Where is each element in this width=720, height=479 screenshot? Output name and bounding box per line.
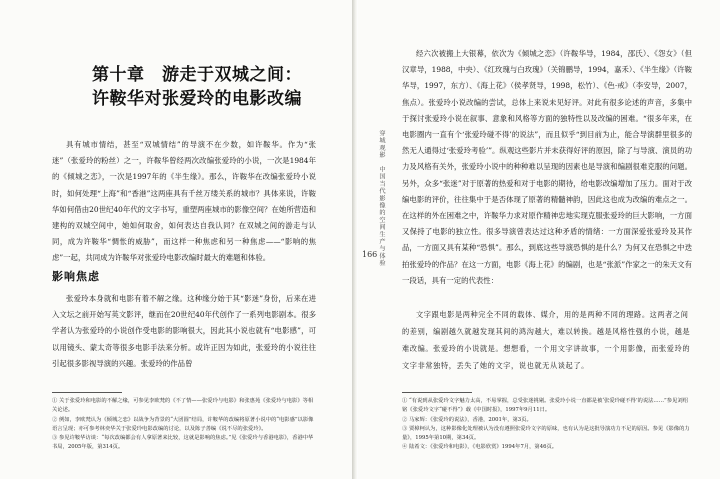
section-heading: 影响焦虑 — [52, 270, 100, 283]
intro-paragraph — [52, 137, 316, 267]
footnote: ② 马家辉：《张爱玲的说法》，香港，2001年，第3页。 — [402, 416, 532, 423]
section-paragraph — [52, 291, 316, 372]
footnote: ① 关于张爱玲和电影的不解之缘，可参见李欧梵的《不了情——张爱玲与电影》和张惠苑《张爱玲与电影》等相关论述。 — [52, 398, 314, 414]
block-quote-text: 文字跟电影是两种完全不同的载体、媒介，用的是两种不同的理路。这两者之间的差别，编剧越久就越发现其间的鸿沟越大，难以转换。越是风格性强的小说，越是难改编。张爱玲的小说就是。想想看，一个用文字讲故事，一个用影像，而张爱玲的文字非常独特，丢失了她的文字，说也就无从谈起了。 — [402, 310, 691, 370]
footnote: ② 例如，李欧梵认为《倾城之恋》以战争为背景的“大团圆”结局，许鞍华的改编将原著小说中的“电影感”以影像语言呈现；亦可参考林奕华关于张爱玲电影改编的讨论，以及陈子善编《说不尽的张爱玲》。 — [52, 416, 314, 432]
footnote-rule — [402, 392, 472, 393]
footnote: ③ 参见许鞍华访谈：“每次改编都会有人拿原著来比较，这就是影响的焦虑。”见《张爱玲与香港电影》，香港中华书局，2005年版，第314页。 — [52, 435, 314, 451]
intro-paragraph-text: 具有城市情结，甚至“双城情结”的导演不在少数，如许鞍华。作为“张迷”（张爱玲的粉丝）之一，许鞍华曾经两次改编张爱玲的小说，一次是1984年的《倾城之恋》，一次是1997年的《半生缘》。那么，许鞍华在改编张爱玲小说时，如何处理“上海”和“香港”这两座具有千丝万缕关系的城市？具体来说，许鞍华如何借由20世纪40年代的文字书写，重塑两座城市的影像空间？在她所营造和建构的双城空间中，她如何取舍，如何表达自我认同？在双城之间的游走与认同，成为许鞍华“惆怅的威胁”，而这样一种焦虑和另一种焦虑——“影响的焦虑”一起，共同成为许鞍华对张爱玲电影改编时最大的难题和体验。 — [52, 140, 316, 263]
block-quote — [402, 306, 692, 374]
footnote-rule — [52, 392, 122, 393]
footnote: ① “有说到从张爱玲文字魅力太高，不易掌握，总受张迷挑剔。张爱玲小说一直都是被‘张爱玲碰不得’的说法……”参见刘绍铭《张爱玲文字“碰不得”》载《中国时报》，1997年9月11日。 — [402, 398, 688, 414]
section-paragraph-text: 张爱玲本身就和电影有着不解之缘。这种缘分始于其“影迷”身份，后来在进入文坛之前开始写英文影评，继而在20世纪40年代创作了一系列电影剧本。很多学者认为张爱玲的小说创作受电影的影响很大，因此其小说也就有“电影感”，可以用镜头、蒙太奇等很多电影手法来分析。或许正因为如此，张爱玲的小说往往引起很多影视导演的兴趣。张爱玲的作品曾 — [52, 294, 316, 368]
body-paragraph — [402, 46, 692, 289]
footnotes — [402, 397, 692, 453]
left-page — [0, 0, 353, 479]
footnote: ③ 贾樟柯认为，这种影像化处理被认为没有遵照张爱玲文字的原味，也有认为是这批导演功力不足的原因。参见《影像的力量》，1995年第10期，第34页。 — [402, 425, 690, 442]
chapter-title: 第十章 游走于双城之间： — [92, 65, 302, 85]
right-page — [358, 0, 720, 479]
chapter-subtitle: 许鞍华对张爱玲的电影改编 — [92, 89, 302, 109]
footnotes — [52, 397, 316, 453]
page-number: 166 — [362, 250, 378, 259]
body-paragraph-text: 经六次被搬上大银幕，依次为《倾城之恋》（许鞍华导，1984，邵氏）、《怨女》（但汉章导，1988，中央）、《红玫瑰与白玫瑰》（关锦鹏导，1994，嘉禾）、《半生缘》（许鞍华导，1997，东方）、《海上花》（侯孝贤导，1998，松竹）、《色·戒》（李安导，2007，焦点）。张爱玲小说改编的尝试，总体上来说未见好评。对此有很多论述的声音，多集中于探讨张爱玲小说在叙事、意象和风格等方面的独特性以及改编的困难。“很多年来，在电影圈内一直有个‘张爱玲碰不得’的说法”，而且似乎“到目前为止，能合导演群里很多的然无人通得过‘张爱玲考验’”。纵观这些影片并未获得好评的原因，除了与导演、演员的功力及风格有关外，张爱玲小说中的种种难以呈现的因素也是导演和编剧很难克服的问题。另外，众多“张迷”对于原著的热爱和对于电影的期待，给电影改编增加了压力。面对于改编电影的评价，往往集中于是否体现了原著的精髓神韵，因此这也成为改编的难点之一。在这样的外在困难之中，许鞍华力求对原作精神忠地实现克服张爱玲的巨大影响，一方面又保持了电影的独立性。很多导演曾表达过这种矛盾的情绪：一方面深爱张爱玲及其作品，一方面又具有某种“恐惧”。那么，到底这些导演恐惧的是什么？为何又在恐惧之中迭拍张爱玲的作品？在这一方面，电影《海上花》的编剧，也是“张派”作家之一的朱天文有一段话，具有一定的代表性： — [402, 49, 692, 285]
running-header: 穿城观影 中国当代影像的空间生产与体验 — [378, 130, 385, 267]
footnote: ④ 陆希文：《张爱玲和电影》，《电影欣赏》1994年7月，第46页。 — [402, 444, 558, 451]
